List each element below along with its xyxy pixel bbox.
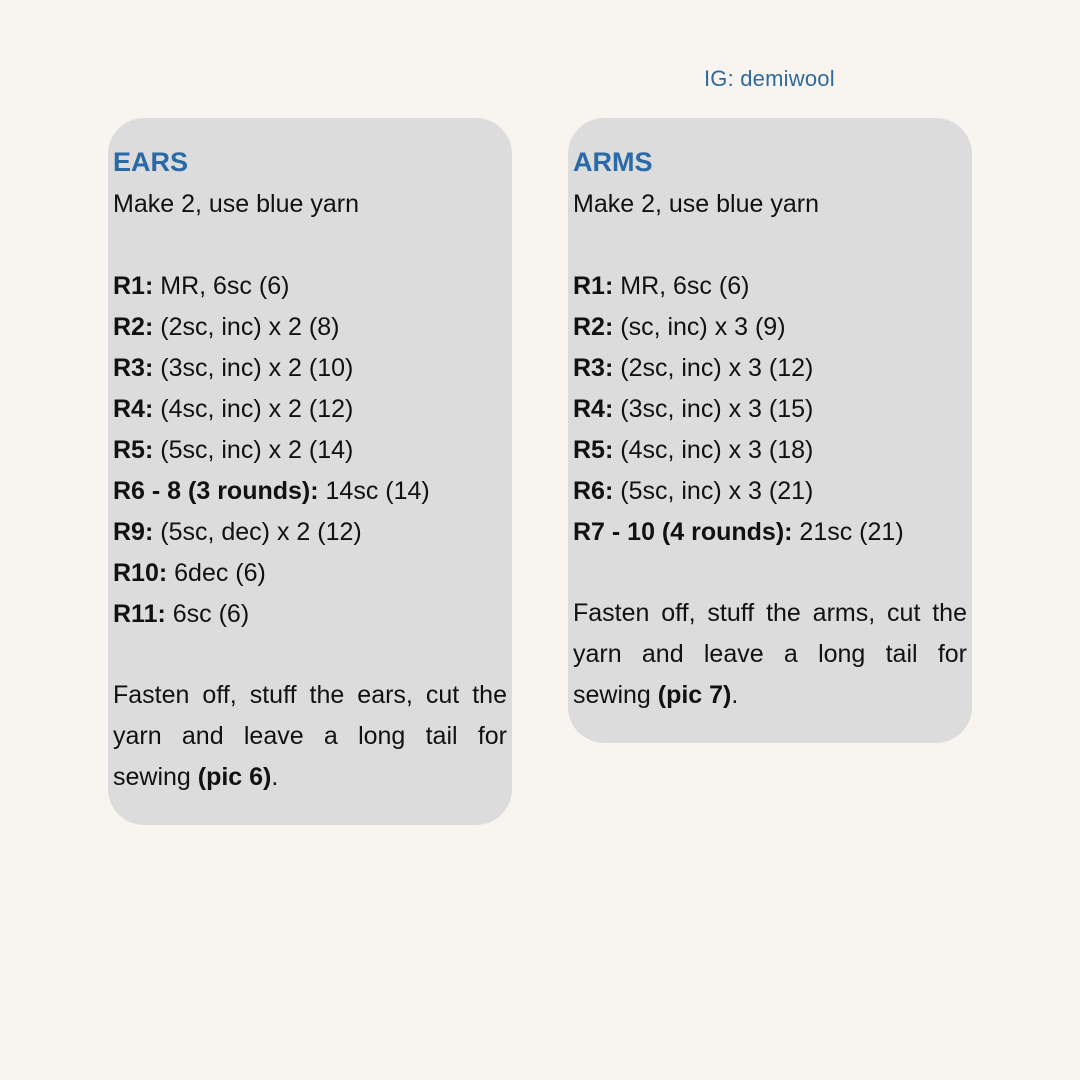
arms-finishing-note <box>573 593 967 716</box>
ears-row <box>113 311 339 343</box>
arms-row <box>573 311 786 343</box>
arms-pattern-card <box>568 118 972 743</box>
arms-row <box>573 475 813 507</box>
row-label: R5: <box>573 436 614 464</box>
arms-row <box>573 516 904 548</box>
row-label: R1: <box>113 272 154 300</box>
row-label: R10: <box>113 559 168 587</box>
row-label: R7 - 10 (4 rounds): <box>573 518 793 546</box>
ears-row <box>113 352 353 384</box>
row-text: (2sc, inc) x 3 (12) <box>613 354 814 382</box>
row-text: (5sc, inc) x 3 (21) <box>613 477 814 505</box>
row-label: R2: <box>573 313 614 341</box>
row-label: R6: <box>573 477 614 505</box>
row-label: R6 - 8 (3 rounds): <box>113 477 319 505</box>
row-text: 14sc (14) <box>318 477 430 505</box>
ears-subtitle: Make 2, use blue yarn <box>113 190 359 218</box>
arms-row <box>573 434 813 466</box>
row-label: R3: <box>113 354 154 382</box>
arms-title: ARMS <box>573 147 653 177</box>
pic-reference: (pic 6) <box>197 763 272 791</box>
row-label: R1: <box>573 272 614 300</box>
note-text: Fasten off, stuff the ears, cut the yarn and leave a long tail for sewing <box>113 681 507 791</box>
row-text: 6sc (6) <box>165 600 250 628</box>
ears-pattern-card <box>108 118 512 825</box>
note-end: . <box>731 681 739 709</box>
row-text: MR, 6sc (6) <box>153 272 290 300</box>
row-text: (3sc, inc) x 3 (15) <box>613 395 814 423</box>
ears-row <box>113 516 362 548</box>
ears-finishing-note <box>113 675 507 798</box>
row-text: MR, 6sc (6) <box>613 272 750 300</box>
row-label: R9: <box>113 518 154 546</box>
note-text: Fasten off, stuff the arms, cut the yarn and leave a long tail for sewing <box>573 599 967 709</box>
row-text: (5sc, dec) x 2 (12) <box>153 518 362 546</box>
arms-row <box>573 352 813 384</box>
ears-row <box>113 475 430 507</box>
arms-row <box>573 393 813 425</box>
row-text: (5sc, inc) x 2 (14) <box>153 436 354 464</box>
ears-row <box>113 598 249 630</box>
note-end: . <box>271 763 279 791</box>
ears-row <box>113 393 353 425</box>
row-label: R4: <box>113 395 154 423</box>
row-text: 6dec (6) <box>167 559 266 587</box>
ears-row <box>113 557 266 589</box>
row-label: R11: <box>113 600 166 628</box>
row-text: 21sc (21) <box>792 518 904 546</box>
row-label: R5: <box>113 436 154 464</box>
arms-subtitle: Make 2, use blue yarn <box>573 190 819 218</box>
row-label: R2: <box>113 313 154 341</box>
ears-title: EARS <box>113 147 189 177</box>
arms-row <box>573 270 749 302</box>
row-label: R4: <box>573 395 614 423</box>
instagram-credit: IG: demiwool <box>704 66 835 91</box>
ears-row <box>113 434 353 466</box>
row-text: (4sc, inc) x 3 (18) <box>613 436 814 464</box>
pic-reference: (pic 7) <box>657 681 732 709</box>
ears-row <box>113 270 289 302</box>
row-label: R3: <box>573 354 614 382</box>
row-text: (3sc, inc) x 2 (10) <box>153 354 354 382</box>
row-text: (4sc, inc) x 2 (12) <box>153 395 354 423</box>
row-text: (2sc, inc) x 2 (8) <box>153 313 340 341</box>
row-text: (sc, inc) x 3 (9) <box>613 313 786 341</box>
